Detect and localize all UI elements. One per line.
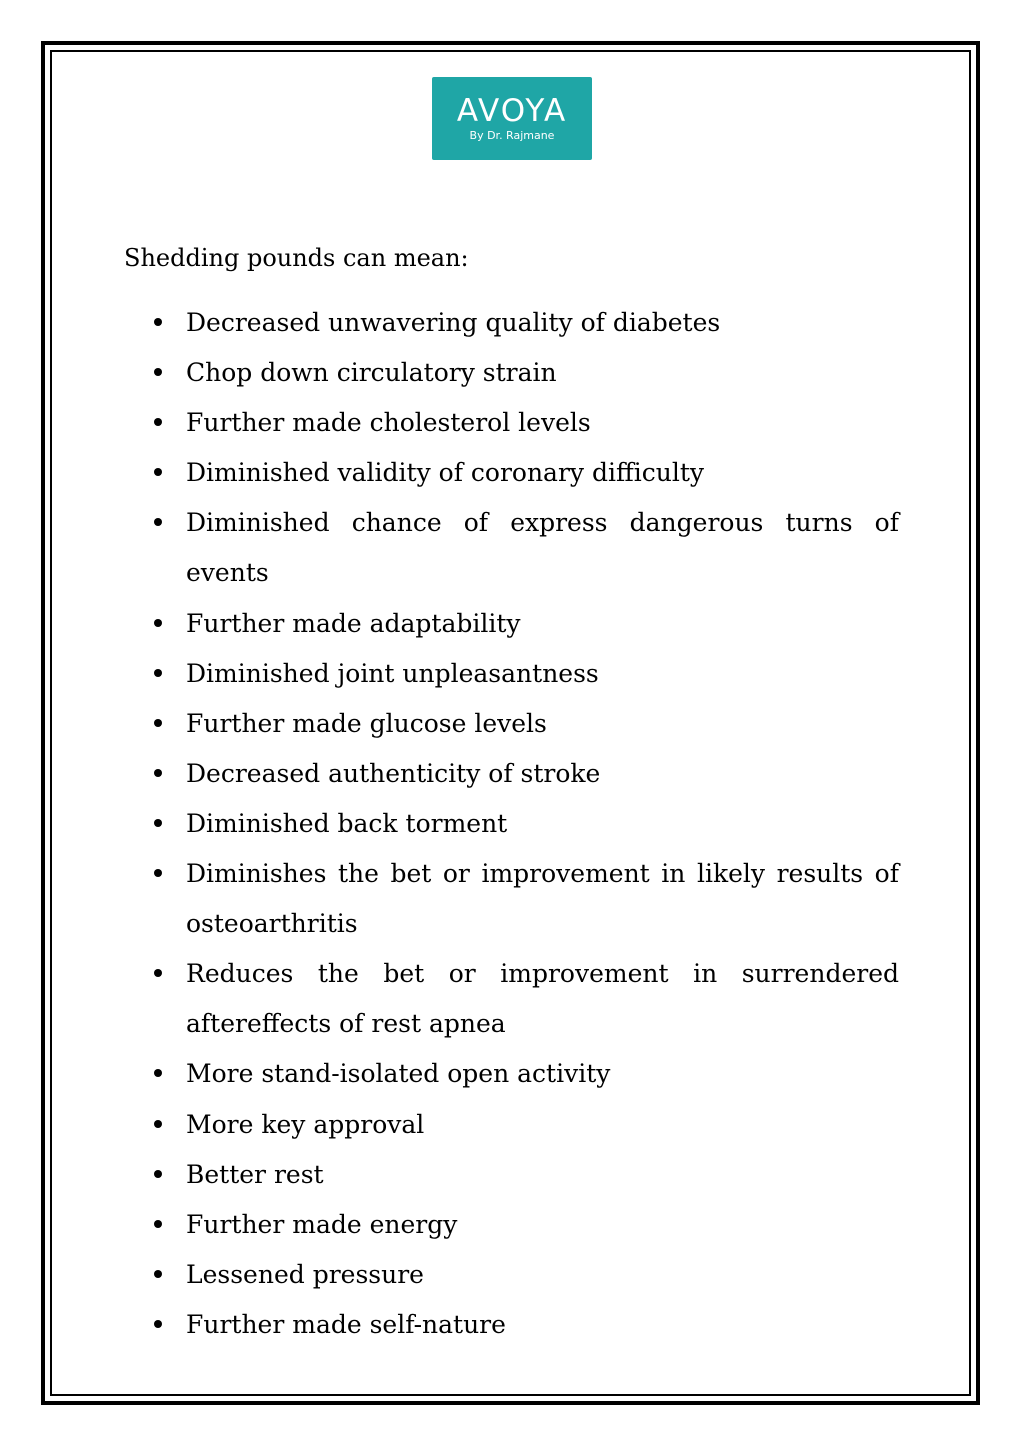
benefits-list <box>186 298 899 1350</box>
list-item: Diminishes the bet or improvement in likely results of osteoarthritis <box>186 849 899 949</box>
list-item: Chop down circulatory strain <box>186 348 899 398</box>
avoya-logo <box>432 77 592 160</box>
list-item: Diminished joint unpleasantness <box>186 649 899 699</box>
list-item: Diminished back torment <box>186 799 899 849</box>
list-item: Reduces the bet or improvement in surrendered aftereffects of rest apnea <box>186 949 899 1049</box>
list-item: Lessened pressure <box>186 1250 899 1300</box>
list-item: Further made cholesterol levels <box>186 398 899 448</box>
list-item: Further made energy <box>186 1200 899 1250</box>
list-item: More stand-isolated open activity <box>186 1049 899 1099</box>
list-item: More key approval <box>186 1100 899 1150</box>
list-item: Further made adaptability <box>186 599 899 649</box>
list-item: Further made self-nature <box>186 1300 899 1350</box>
logo-tagline: By Dr. Rajmane <box>469 129 555 142</box>
list-item: Diminished chance of express dangerous turns of events <box>186 498 899 598</box>
logo-wordmark: AVOYA <box>456 93 568 129</box>
list-item: Diminished validity of coronary difficulty <box>186 448 899 498</box>
list-item: Further made glucose levels <box>186 699 899 749</box>
list-item: Decreased unwavering quality of diabetes <box>186 298 899 348</box>
list-item: Decreased authenticity of stroke <box>186 749 899 799</box>
list-item: Better rest <box>186 1150 899 1200</box>
section-heading: Shedding pounds can mean: <box>124 244 469 272</box>
